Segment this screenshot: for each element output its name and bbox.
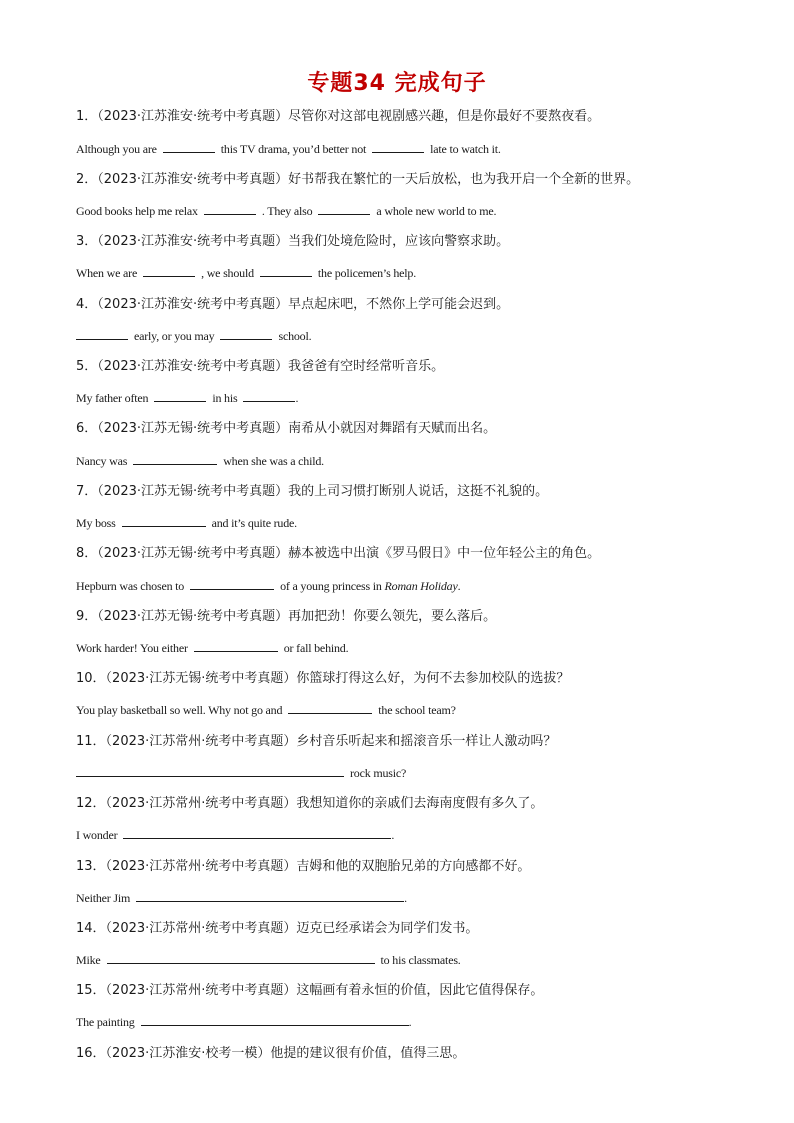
answer-blank[interactable] xyxy=(154,389,206,402)
answer-text: . xyxy=(408,1015,412,1029)
answer-text: . xyxy=(391,828,395,842)
question-chinese: 尽管你对这部电视剧感兴趣，但是你最好不要熬夜看。 xyxy=(288,109,601,124)
question-source: （2023·江苏常州·统考中考真题） xyxy=(105,796,297,811)
question-chinese: 这幅画有着永恒的价值，因此它值得保存。 xyxy=(296,983,544,998)
question-number: 13． xyxy=(76,859,106,874)
question-chinese: 吉姆和他的双胞胎兄弟的方向感都不好。 xyxy=(296,859,531,874)
question-number: 1． xyxy=(76,109,98,124)
answer-line-4 xyxy=(76,327,311,345)
question-number: 16． xyxy=(76,1046,106,1061)
question-number: 14． xyxy=(76,921,106,936)
answer-blank[interactable] xyxy=(141,1013,409,1026)
answer-blank[interactable] xyxy=(143,264,195,277)
answer-text: Neither Jim xyxy=(76,891,131,905)
answer-text: of a young princess in xyxy=(280,579,382,593)
question-2 xyxy=(76,171,754,189)
question-source: （2023·江苏无锡·统考中考真题） xyxy=(105,671,297,686)
answer-text: When we are xyxy=(76,266,138,280)
question-source: （2023·江苏淮安·统考中考真题） xyxy=(97,109,289,124)
question-source: （2023·江苏淮安·校考一模） xyxy=(105,1046,271,1061)
question-9 xyxy=(76,608,754,626)
answer-text: , we should xyxy=(201,266,254,280)
answer-line-2 xyxy=(76,202,496,220)
question-source: （2023·江苏无锡·统考中考真题） xyxy=(97,609,289,624)
answer-blank[interactable] xyxy=(190,577,274,590)
question-number: 9． xyxy=(76,609,98,624)
answer-text: Mike xyxy=(76,953,101,967)
answer-blank[interactable] xyxy=(163,140,215,153)
answer-text: late to watch it. xyxy=(430,142,501,156)
question-chinese: 南希从小就因对舞蹈有天赋而出名。 xyxy=(288,421,497,436)
answer-blank[interactable] xyxy=(76,327,128,340)
answer-text: when she was a child. xyxy=(223,454,324,468)
question-chinese: 乡村音乐听起来和摇滚音乐一样让人激动吗？ xyxy=(296,734,557,749)
question-13 xyxy=(76,858,754,876)
question-11 xyxy=(76,733,754,751)
question-chinese: 早点起床吧，不然你上学可能会迟到。 xyxy=(288,297,510,312)
answer-text: in his xyxy=(212,391,238,405)
question-source: （2023·江苏常州·统考中考真题） xyxy=(105,983,297,998)
question-5 xyxy=(76,358,754,376)
question-number: 8． xyxy=(76,546,98,561)
question-source: （2023·江苏常州·统考中考真题） xyxy=(105,859,297,874)
answer-text: the policemen’s help. xyxy=(317,266,416,280)
question-source: （2023·江苏无锡·统考中考真题） xyxy=(97,484,289,499)
answer-text: Work harder! You either xyxy=(76,641,188,655)
question-source: （2023·江苏常州·统考中考真题） xyxy=(105,921,297,936)
answer-line-9 xyxy=(76,639,348,657)
answer-text: I wonder xyxy=(76,828,118,842)
answer-blank[interactable] xyxy=(122,514,206,527)
question-number: 3． xyxy=(76,234,98,249)
answer-text: My boss xyxy=(76,516,116,530)
question-10 xyxy=(76,670,754,688)
answer-text: or fall behind. xyxy=(283,641,349,655)
answer-line-15 xyxy=(76,1013,411,1031)
question-6 xyxy=(76,420,754,438)
question-chinese: 赫本被选中出演《罗马假日》中一位年轻公主的角色。 xyxy=(288,546,601,561)
question-3 xyxy=(76,233,754,251)
question-chinese: 再加把劲！你要么领先，要么落后。 xyxy=(288,609,497,624)
answer-line-11 xyxy=(76,764,406,782)
answer-text: The painting xyxy=(76,1015,135,1029)
question-source: （2023·江苏淮安·统考中考真题） xyxy=(97,234,289,249)
answer-text: Good books help me relax xyxy=(76,204,198,218)
question-chinese: 我想知道你的亲戚们去海南度假有多久了。 xyxy=(296,796,544,811)
answer-blank[interactable] xyxy=(220,327,272,340)
question-16 xyxy=(76,1045,754,1063)
answer-line-8 xyxy=(76,577,460,595)
answer-blank[interactable] xyxy=(107,951,375,964)
answer-text: . xyxy=(457,579,461,593)
page-title: 专题34 完成句子 xyxy=(307,71,487,96)
answer-blank[interactable] xyxy=(76,764,344,777)
question-source: （2023·江苏常州·统考中考真题） xyxy=(105,734,297,749)
question-chinese: 迈克已经承诺会为同学们发书。 xyxy=(296,921,479,936)
answer-text: Nancy was xyxy=(76,454,128,468)
answer-blank[interactable] xyxy=(288,701,372,714)
question-number: 5． xyxy=(76,359,98,374)
answer-text: school. xyxy=(278,329,312,343)
answer-blank[interactable] xyxy=(123,826,391,839)
answer-text: rock music? xyxy=(350,766,407,780)
answer-text: Although you are xyxy=(76,142,157,156)
answer-blank[interactable] xyxy=(194,639,278,652)
answer-line-13 xyxy=(76,889,407,907)
question-source: （2023·江苏淮安·统考中考真题） xyxy=(97,359,289,374)
question-14 xyxy=(76,920,754,938)
answer-text: a whole new world to me. xyxy=(376,204,497,218)
answer-line-5 xyxy=(76,389,298,407)
question-8 xyxy=(76,545,754,563)
question-source: （2023·江苏无锡·统考中考真题） xyxy=(97,546,289,561)
answer-text: Hepburn was chosen to xyxy=(76,579,185,593)
question-15 xyxy=(76,982,754,1000)
question-chinese: 我的上司习惯打断别人说话，这挺不礼貌的。 xyxy=(288,484,549,499)
question-number: 12． xyxy=(76,796,106,811)
answer-line-7 xyxy=(76,514,297,532)
question-1 xyxy=(76,108,754,126)
answer-blank[interactable] xyxy=(243,389,295,402)
question-number: 2． xyxy=(76,172,98,187)
answer-text: . They also xyxy=(261,204,313,218)
question-number: 10． xyxy=(76,671,106,686)
movie-title: Roman Holiday xyxy=(384,579,458,593)
question-number: 6． xyxy=(76,421,98,436)
question-source: （2023·江苏淮安·统考中考真题） xyxy=(97,172,289,187)
answer-line-10 xyxy=(76,701,456,719)
answer-line-12 xyxy=(76,826,394,844)
answer-text: You play basketball so well. Why not go and xyxy=(76,703,283,717)
answer-text: My father often xyxy=(76,391,149,405)
question-4 xyxy=(76,296,754,314)
answer-text: the school team? xyxy=(378,703,456,717)
answer-blank[interactable] xyxy=(204,202,256,215)
answer-text: early, or you may xyxy=(134,329,215,343)
answer-line-1 xyxy=(76,140,501,158)
answer-line-3 xyxy=(76,264,416,282)
answer-line-14 xyxy=(76,951,461,969)
question-source: （2023·江苏无锡·统考中考真题） xyxy=(97,421,289,436)
answer-blank[interactable] xyxy=(133,452,217,465)
question-number: 4． xyxy=(76,297,98,312)
answer-line-6 xyxy=(76,452,324,470)
answer-text: . xyxy=(295,391,299,405)
answer-text: this TV drama, you’d better not xyxy=(220,142,367,156)
question-number: 11． xyxy=(76,734,106,749)
question-source: （2023·江苏淮安·统考中考真题） xyxy=(97,297,289,312)
question-7 xyxy=(76,483,754,501)
answer-text: to his classmates. xyxy=(380,953,461,967)
question-chinese: 当我们处境危险时，应该向警察求助。 xyxy=(288,234,510,249)
answer-text: and it’s quite rude. xyxy=(211,516,297,530)
answer-blank[interactable] xyxy=(372,140,424,153)
answer-blank[interactable] xyxy=(318,202,370,215)
answer-blank[interactable] xyxy=(136,889,404,902)
question-chinese: 好书帮我在繁忙的一天后放松，也为我开启一个全新的世界。 xyxy=(288,172,640,187)
question-chinese: 我爸爸有空时经常听音乐。 xyxy=(288,359,445,374)
answer-text: . xyxy=(404,891,407,905)
question-chinese: 他提的建议很有价值，值得三思。 xyxy=(270,1046,466,1061)
answer-blank[interactable] xyxy=(260,264,312,277)
question-chinese: 你篮球打得这么好，为何不去参加校队的选拔？ xyxy=(296,671,570,686)
question-12 xyxy=(76,795,754,813)
question-number: 15． xyxy=(76,983,106,998)
question-number: 7． xyxy=(76,484,98,499)
